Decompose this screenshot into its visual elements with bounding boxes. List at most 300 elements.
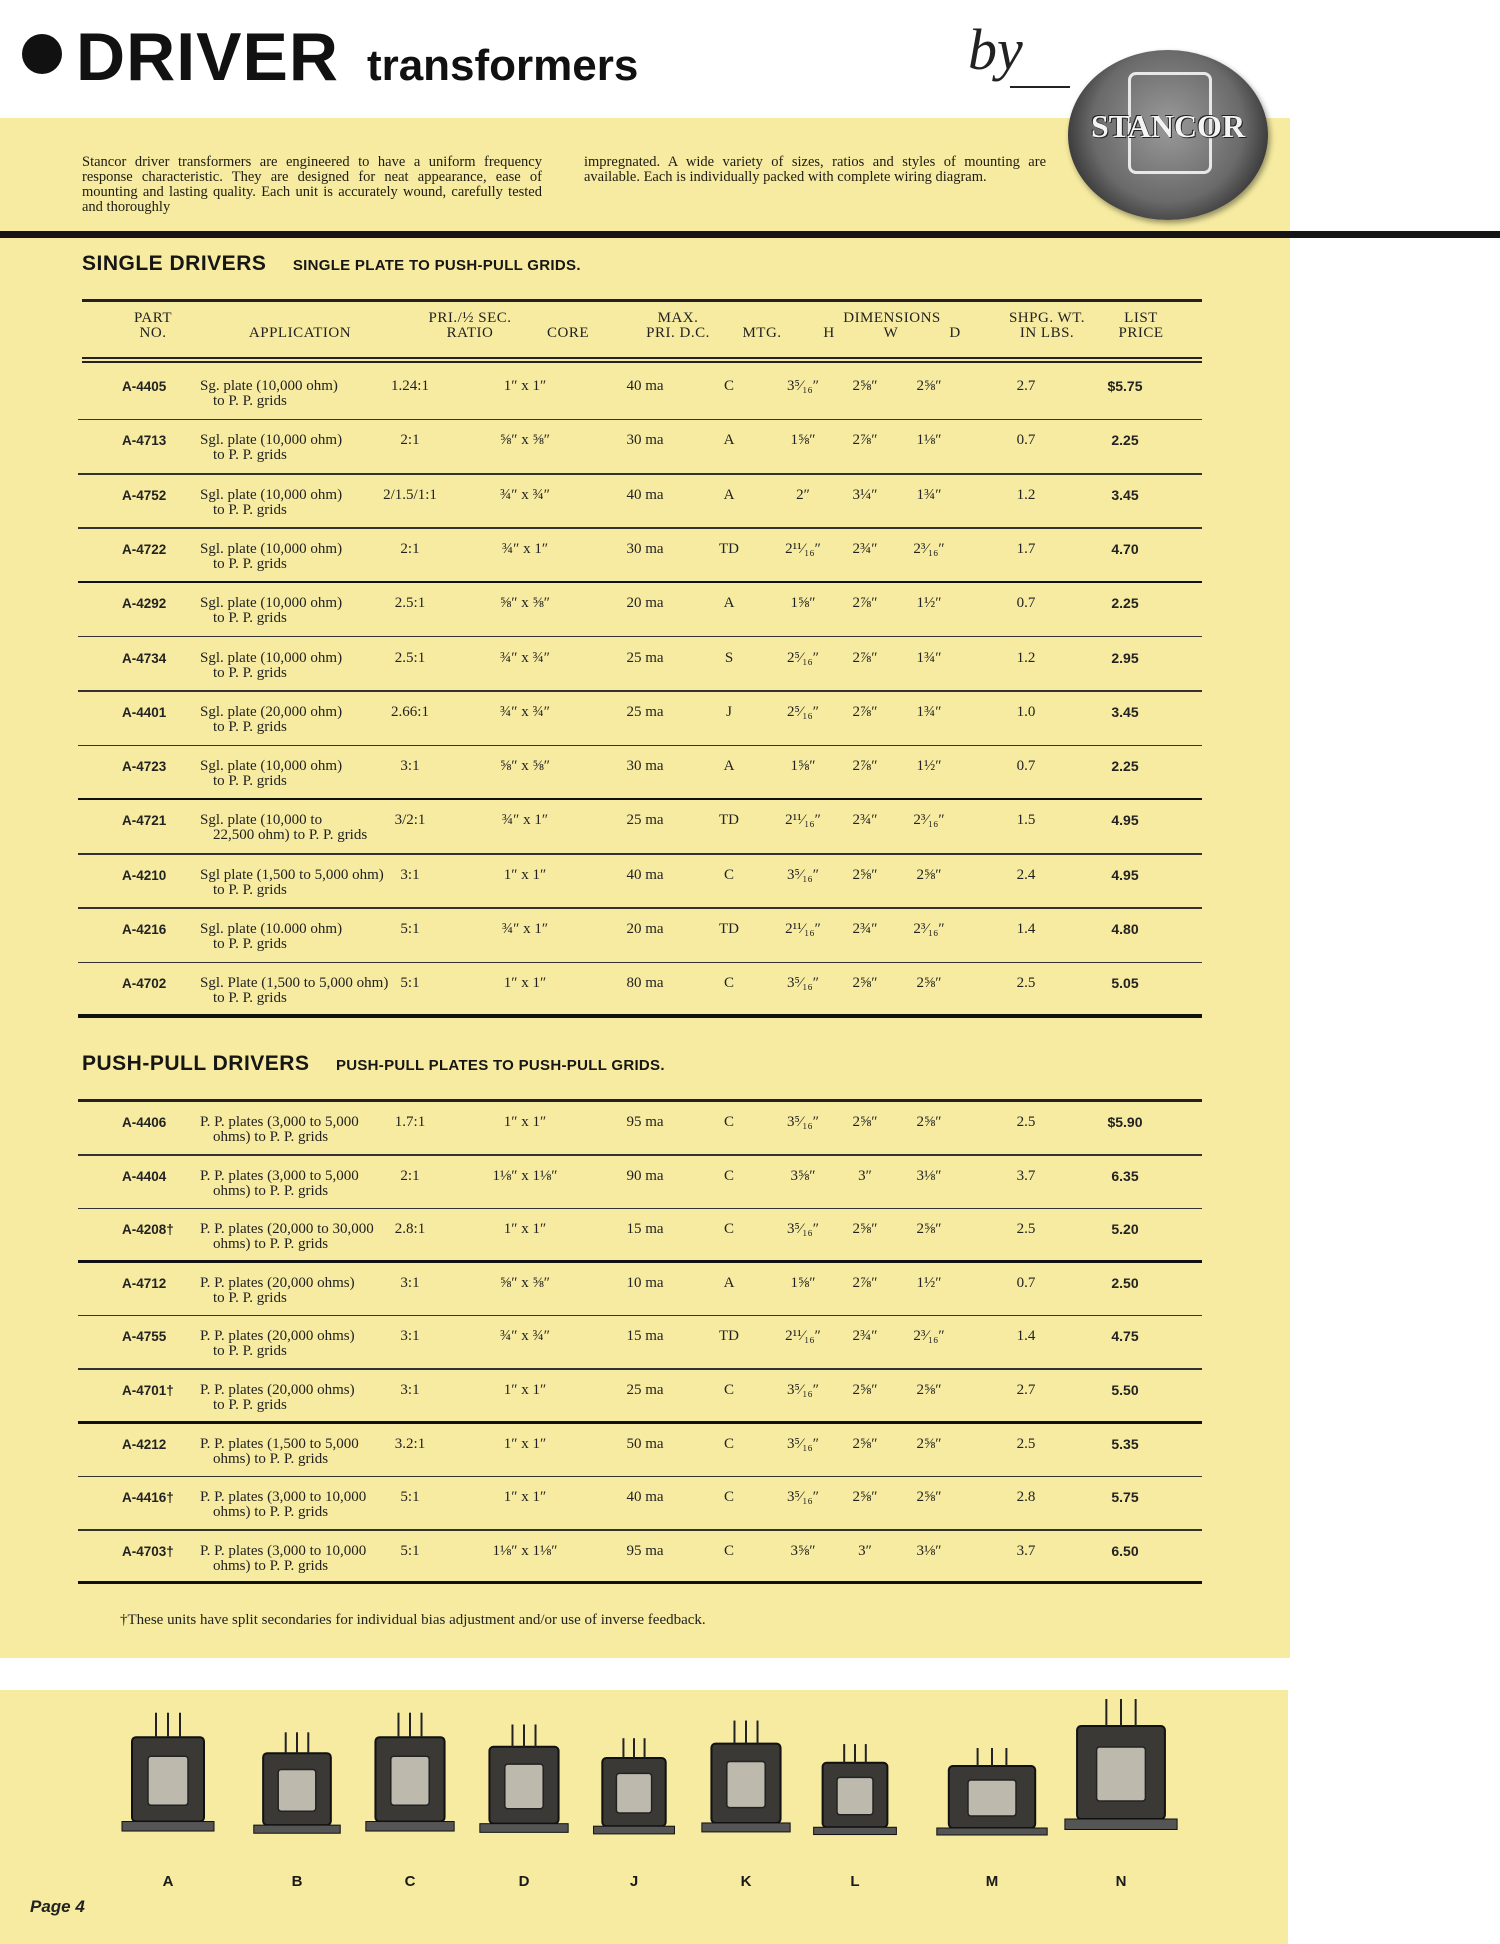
col-header-ratio: PRI./½ SEC. RATIO: [428, 310, 512, 341]
dim-w-cell: 2⅞″: [852, 1274, 878, 1291]
dim-w-cell: 2⅞″: [852, 649, 878, 666]
dim-d-cell: 2⅝″: [916, 1221, 942, 1238]
max-dc-cell: 15 ma: [626, 1328, 664, 1345]
part-number-cell: A-4405: [122, 379, 167, 394]
weight-cell: 2.5: [1016, 1435, 1036, 1452]
dim-h-cell: 3⁵⁄₁₆″: [787, 975, 819, 992]
ratio-cell: 2.5:1: [394, 595, 426, 612]
table-row: [78, 638, 1202, 692]
transformer-icon: [932, 1746, 1052, 1846]
dim-d-cell: 1¾″: [916, 649, 942, 666]
mounting-label: N: [1115, 1873, 1127, 1890]
dim-d-cell: 1½″: [916, 595, 942, 612]
col-header-d: D: [949, 325, 961, 341]
application-line-1: P. P. plates (3,000 to 10,000: [200, 1542, 367, 1559]
ratio-cell: 3/2:1: [394, 812, 426, 829]
col-header-dimensions: DIMENSIONS: [843, 310, 941, 326]
col-header-part: PART NO.: [133, 310, 173, 341]
mounting-type-b: [250, 1730, 344, 1890]
max-dc-cell: 10 ma: [626, 1274, 664, 1291]
dim-d-cell: 1½″: [916, 1274, 942, 1291]
price-cell: 5.05: [1111, 975, 1139, 992]
ratio-cell: 2.8:1: [394, 1221, 426, 1238]
mounting-cell: A: [723, 595, 735, 612]
col-header-mtg: MTG.: [742, 325, 782, 341]
mounting-label: M: [985, 1873, 999, 1890]
part-number-cell: A-4210: [122, 867, 167, 883]
application-line-2: to P. P. grids: [213, 664, 287, 681]
mounting-label: C: [404, 1873, 416, 1890]
weight-cell: 1.5: [1016, 812, 1036, 829]
ratio-cell: 2.66:1: [391, 703, 429, 720]
application-cell: [200, 1329, 355, 1359]
ratio-cell: 3:1: [400, 1274, 420, 1291]
col-header-core: CORE: [546, 325, 589, 341]
application-cell: [200, 651, 342, 681]
application-cell: [200, 813, 367, 843]
dim-d-cell: 2⅝″: [916, 1489, 942, 1506]
application-line-1: Sgl. plate (10,000 ohm): [200, 540, 343, 557]
mounting-label: D: [518, 1873, 530, 1890]
ratio-cell: 5:1: [400, 975, 420, 992]
price-cell: 2.25: [1111, 432, 1139, 449]
dim-d-cell: 1½″: [916, 758, 942, 775]
mounting-cell: C: [723, 1221, 734, 1238]
mounting-type-c: [362, 1710, 458, 1890]
application-cell: [200, 1437, 359, 1467]
core-cell: 1″ x 1″: [503, 1114, 547, 1130]
mounting-type-k: [698, 1718, 794, 1890]
max-dc-cell: 20 ma: [626, 595, 664, 612]
intro-column-2: impregnated. A wide variety of sizes, ratios and styles of mounting are available. Each is individually packed with complete wiring diagram.: [584, 153, 1046, 185]
dim-w-cell: 2⅞″: [852, 432, 878, 449]
weight-cell: 1.2: [1016, 649, 1036, 666]
dim-h-cell: 3⅝″: [790, 1167, 816, 1184]
dim-h-cell: 2⁵⁄₁₆″: [787, 649, 819, 666]
part-number-cell: A-4208†: [122, 1222, 174, 1238]
application-cell: [200, 379, 338, 409]
application-line-2: 22,500 ohm) to P. P. grids: [213, 827, 368, 844]
part-number-cell: A-4752: [122, 487, 167, 503]
ratio-cell: 5:1: [400, 921, 420, 937]
price-cell: 5.75: [1111, 1489, 1139, 1506]
mounting-cell: A: [723, 486, 735, 503]
core-cell: 1⅛″ x 1⅛″: [492, 1542, 558, 1559]
application-cell: [200, 433, 342, 463]
core-cell: 1″ x 1″: [503, 1382, 547, 1398]
core-cell: ⅝″ x ⅝″: [500, 432, 550, 449]
price-cell: 4.75: [1111, 1328, 1139, 1345]
weight-cell: 2.8: [1016, 1489, 1036, 1506]
dim-h-cell: 2″: [796, 486, 810, 503]
price-cell: 4.80: [1111, 921, 1139, 937]
application-line-1: P. P. plates (20,000 ohms): [200, 1328, 355, 1345]
table-row: [78, 1316, 1202, 1370]
transformer-icon: [476, 1722, 572, 1846]
max-dc-cell: 15 ma: [626, 1221, 664, 1238]
dim-h-cell: 3⁵⁄₁₆″: [787, 1435, 819, 1452]
col-header-weight: SHPG. WT. IN LBS.: [1008, 310, 1086, 341]
dim-w-cell: 2¾″: [852, 921, 878, 937]
mounting-cell: C: [723, 1542, 734, 1559]
dim-d-cell: 2³⁄₁₆″: [913, 812, 945, 829]
application-cell: [200, 488, 342, 518]
core-cell: 1″ x 1″: [503, 975, 547, 992]
core-cell: ¾″ x 1″: [501, 812, 549, 829]
mounting-cell: A: [723, 1274, 735, 1291]
max-dc-cell: 25 ma: [626, 703, 664, 720]
dim-d-cell: 1¾″: [916, 703, 942, 720]
mounting-cell: C: [723, 866, 734, 883]
header-rule-b: [82, 361, 1202, 363]
part-number-cell: A-4703†: [122, 1543, 174, 1559]
table-row: [78, 1477, 1202, 1531]
table-row: [78, 366, 1202, 420]
application-cell: [200, 705, 342, 735]
application-line-1: P. P. plates (1,500 to 5,000: [200, 1435, 359, 1452]
dim-h-cell: 3⁵⁄₁₆″: [787, 866, 819, 883]
dim-h-cell: 3⁵⁄₁₆″: [787, 1221, 819, 1238]
dim-h-cell: 2¹¹⁄₁₆″: [785, 1328, 821, 1345]
core-cell: 1″ x 1″: [503, 1221, 547, 1238]
table-row: [78, 855, 1202, 909]
dim-h-cell: 1⅝″: [790, 432, 816, 449]
transformer-icon: [362, 1710, 458, 1846]
part-number-cell: A-4401: [122, 704, 167, 720]
by-underline: [1010, 86, 1070, 88]
price-cell: 5.20: [1111, 1221, 1139, 1238]
dim-d-cell: 2³⁄₁₆″: [913, 1328, 945, 1345]
header-rule: [0, 231, 1500, 238]
application-line-2: ohms) to P. P. grids: [213, 1557, 329, 1574]
mounting-cell: A: [723, 432, 735, 449]
dim-h-cell: 2⁵⁄₁₆″: [787, 703, 819, 720]
application-line-2: to P. P. grids: [213, 881, 287, 898]
part-number-cell: A-4721: [122, 813, 167, 829]
ratio-cell: 3.2:1: [394, 1435, 426, 1452]
mounting-type-l: [810, 1742, 900, 1890]
ratio-cell: 3:1: [400, 866, 420, 883]
dim-w-cell: 2⅝″: [852, 1221, 878, 1238]
weight-cell: 3.7: [1016, 1542, 1036, 1559]
table-row: [78, 1424, 1202, 1478]
table-top-rule: [82, 299, 1202, 302]
table-row: [78, 1370, 1202, 1424]
ratio-cell: 2.5:1: [394, 649, 426, 666]
mounting-cell: TD: [719, 540, 739, 557]
max-dc-cell: 30 ma: [626, 432, 664, 449]
part-number-cell: A-4404: [122, 1168, 167, 1184]
part-number-cell: A-4702: [122, 976, 167, 992]
price-cell: 2.95: [1111, 649, 1139, 666]
dim-h-cell: 3⅝″: [790, 1542, 816, 1559]
dim-w-cell: 2⅞″: [852, 703, 878, 720]
dim-w-cell: 2⅝″: [852, 378, 878, 394]
max-dc-cell: 40 ma: [626, 486, 664, 503]
dim-w-cell: 3″: [858, 1167, 872, 1184]
dim-d-cell: 2⅝″: [916, 866, 942, 883]
max-dc-cell: 95 ma: [626, 1114, 664, 1130]
application-cell: [200, 976, 388, 1006]
weight-cell: 2.5: [1016, 1114, 1036, 1130]
application-line-2: to P. P. grids: [213, 393, 287, 409]
mounting-cell: C: [723, 378, 734, 394]
core-cell: 1″ x 1″: [503, 1489, 547, 1506]
dim-d-cell: 3⅛″: [916, 1167, 942, 1184]
mounting-type-n: [1060, 1696, 1182, 1890]
application-line-2: to P. P. grids: [213, 936, 287, 952]
intro-column-1: Stancor driver transformers are engineered to have a uniform frequency response characteristic. They are designed for neat appearance, ease of mounting and lasting quality. Each unit is accurately wound, carefully tested and thoroughly: [82, 153, 542, 215]
price-cell: 4.95: [1111, 812, 1139, 829]
price-cell: 3.45: [1111, 703, 1139, 720]
application-cell: [200, 759, 342, 789]
ratio-cell: 1.24:1: [391, 378, 429, 394]
mounting-type-j: [590, 1736, 678, 1890]
application-line-1: P. P. plates (20,000 ohms): [200, 1382, 355, 1398]
weight-cell: 2.7: [1016, 1382, 1036, 1398]
application-line-1: P. P. plates (20,000 ohms): [200, 1274, 355, 1291]
ratio-cell: 1.7:1: [394, 1114, 426, 1130]
application-line-2: ohms) to P. P. grids: [213, 1504, 329, 1521]
ratio-cell: 3:1: [400, 758, 420, 775]
application-line-1: P. P. plates (3,000 to 5,000: [200, 1167, 359, 1184]
core-cell: 1″ x 1″: [503, 1435, 547, 1452]
bullet-icon: [22, 34, 62, 74]
weight-cell: 0.7: [1016, 758, 1036, 775]
max-dc-cell: 20 ma: [626, 921, 664, 937]
dim-h-cell: 1⅝″: [790, 758, 816, 775]
weight-cell: 2.7: [1016, 378, 1036, 394]
table-row: [78, 1209, 1202, 1263]
part-number-cell: A-4755: [122, 1329, 167, 1345]
pushpull-title: PUSH-PULL DRIVERS: [82, 1052, 310, 1075]
max-dc-cell: 50 ma: [626, 1435, 664, 1452]
part-number-cell: A-4406: [122, 1115, 167, 1130]
dim-h-cell: 2¹¹⁄₁₆″: [785, 921, 821, 937]
dim-w-cell: 2⅝″: [852, 1489, 878, 1506]
ratio-cell: 2:1: [400, 1167, 420, 1184]
logo-text: STANCOR: [1090, 108, 1246, 144]
core-cell: ¾″ x ¾″: [500, 1328, 550, 1345]
ratio-cell: 3:1: [400, 1328, 420, 1345]
table-row: [78, 583, 1202, 637]
core-cell: ¾″ x ¾″: [500, 649, 550, 666]
dim-d-cell: 2⅝″: [916, 975, 942, 992]
dim-d-cell: 2⅝″: [916, 1382, 942, 1398]
core-cell: ¾″ x ¾″: [500, 703, 550, 720]
application-line-1: Sgl. plate (20,000 ohm): [200, 703, 343, 720]
mounting-label: K: [740, 1873, 752, 1890]
application-line-2: to P. P. grids: [213, 1343, 287, 1360]
table-row: [78, 420, 1202, 474]
table-row: [78, 800, 1202, 854]
part-number-cell: A-4712: [122, 1275, 167, 1291]
application-cell: [200, 1115, 359, 1145]
dim-h-cell: 2¹¹⁄₁₆″: [785, 540, 821, 557]
dim-w-cell: 2⅝″: [852, 866, 878, 883]
col-header-price: LIST PRICE: [1118, 310, 1164, 341]
application-line-1: Sgl. Plate (1,500 to 5,000 ohm): [200, 975, 389, 992]
application-line-1: Sgl. plate (10,000 ohm): [200, 486, 343, 503]
application-cell: [200, 1169, 359, 1199]
price-cell: 2.25: [1111, 758, 1139, 775]
application-line-2: ohms) to P. P. grids: [213, 1236, 329, 1253]
part-number-cell: A-4713: [122, 433, 167, 449]
application-cell: [200, 1490, 366, 1520]
dim-w-cell: 2¾″: [852, 812, 878, 829]
core-cell: ⅝″ x ⅝″: [500, 1274, 550, 1291]
dim-w-cell: 3¼″: [852, 486, 878, 503]
price-cell: 5.35: [1111, 1435, 1139, 1452]
dim-d-cell: 2⅝″: [916, 1114, 942, 1130]
weight-cell: 3.7: [1016, 1167, 1036, 1184]
application-cell: [200, 1544, 366, 1574]
mounting-cell: TD: [719, 812, 739, 829]
part-number-cell: A-4416†: [122, 1490, 174, 1506]
max-dc-cell: 25 ma: [626, 812, 664, 829]
application-line-1: Sgl plate (1,500 to 5,000 ohm): [200, 866, 384, 883]
part-number-cell: A-4723: [122, 759, 167, 775]
part-number-cell: A-4216: [122, 922, 167, 937]
transformer-icon: [118, 1710, 218, 1846]
max-dc-cell: 40 ma: [626, 1489, 664, 1506]
ratio-cell: 2/1.5/1:1: [383, 486, 437, 503]
transformer-icon: [590, 1736, 678, 1846]
dim-h-cell: 2¹¹⁄₁₆″: [785, 812, 821, 829]
core-cell: 1″ x 1″: [503, 378, 547, 394]
price-cell: 3.45: [1111, 486, 1139, 503]
max-dc-cell: 80 ma: [626, 975, 664, 992]
max-dc-cell: 40 ma: [626, 866, 664, 883]
weight-cell: 2.4: [1016, 866, 1036, 883]
application-line-2: to P. P. grids: [213, 501, 287, 518]
ratio-cell: 2:1: [400, 432, 420, 449]
dim-h-cell: 3⁵⁄₁₆″: [787, 1114, 819, 1130]
mounting-cell: S: [724, 649, 734, 666]
max-dc-cell: 25 ma: [626, 649, 664, 666]
dim-h-cell: 3⁵⁄₁₆″: [787, 378, 819, 394]
max-dc-cell: 40 ma: [626, 378, 664, 394]
core-cell: ¾″ x 1″: [501, 921, 549, 937]
col-header-max-dc: MAX. PRI. D.C.: [646, 310, 710, 341]
core-cell: ⅝″ x ⅝″: [500, 758, 550, 775]
mounting-label: A: [162, 1873, 174, 1890]
application-line-1: Sgl. plate (10,000 ohm): [200, 432, 343, 449]
application-line-2: ohms) to P. P. grids: [213, 1129, 329, 1145]
mounting-type-d: [476, 1722, 572, 1890]
application-line-1: Sgl. plate (10,000 to: [200, 812, 323, 829]
dim-w-cell: 2⅝″: [852, 1382, 878, 1398]
page-number: Page 4: [30, 1897, 85, 1916]
application-line-2: to P. P. grids: [213, 1397, 287, 1413]
dim-w-cell: 3″: [858, 1542, 872, 1559]
dim-w-cell: 2⅞″: [852, 758, 878, 775]
application-line-1: P. P. plates (3,000 to 5,000: [200, 1114, 359, 1130]
application-line-2: to P. P. grids: [213, 610, 287, 627]
title-sub: transformers: [366, 41, 639, 90]
price-cell: 6.35: [1111, 1167, 1139, 1184]
transformer-icon: [250, 1730, 344, 1846]
dim-h-cell: 1⅝″: [790, 1274, 816, 1291]
mounting-cell: C: [723, 1114, 734, 1130]
price-cell: 2.25: [1111, 595, 1139, 612]
title-main: DRIVER: [76, 19, 339, 95]
mounting-type-a: [118, 1710, 218, 1890]
dim-w-cell: 2⅝″: [852, 1435, 878, 1452]
stancor-logo: [1068, 50, 1268, 220]
mounting-cell: TD: [719, 1328, 739, 1345]
core-cell: 1⅛″ x 1⅛″: [492, 1167, 558, 1184]
weight-cell: 2.5: [1016, 1221, 1036, 1238]
transformer-icon: [698, 1718, 794, 1846]
table-row: [78, 692, 1202, 746]
mounting-label: J: [629, 1873, 639, 1890]
dim-d-cell: 2⅝″: [916, 378, 942, 394]
core-cell: ⅝″ x ⅝″: [500, 595, 550, 612]
transformer-icon: [1060, 1696, 1182, 1846]
max-dc-cell: 95 ma: [626, 1542, 664, 1559]
weight-cell: 0.7: [1016, 595, 1036, 612]
weight-cell: 1.0: [1016, 703, 1036, 720]
dim-d-cell: 1¾″: [916, 486, 942, 503]
dim-w-cell: 2⅞″: [852, 595, 878, 612]
mounting-cell: C: [723, 1167, 734, 1184]
price-cell: 4.70: [1111, 540, 1139, 557]
core-cell: 1″ x 1″: [503, 866, 547, 883]
dim-w-cell: 2⅝″: [852, 1114, 878, 1130]
price-cell: $5.90: [1107, 1114, 1143, 1130]
core-cell: ¾″ x ¾″: [500, 486, 550, 503]
max-dc-cell: 25 ma: [626, 1382, 664, 1398]
application-line-1: P. P. plates (20,000 to 30,000: [200, 1221, 374, 1238]
footnote: †These units have split secondaries for individual bias adjustment and/or use of inverse feedback.: [120, 1612, 706, 1628]
mounting-cell: A: [723, 758, 735, 775]
dim-h-cell: 3⁵⁄₁₆″: [787, 1382, 819, 1398]
part-number-cell: A-4701†: [122, 1383, 174, 1398]
table-row: [78, 1156, 1202, 1210]
mounting-cell: C: [723, 1435, 734, 1452]
mounting-cell: TD: [719, 921, 739, 937]
pushpull-subtitle: PUSH-PULL PLATES TO PUSH-PULL GRIDS.: [335, 1057, 665, 1074]
table-row: [78, 475, 1202, 529]
application-line-2: to P. P. grids: [213, 555, 287, 572]
application-cell: [200, 1276, 355, 1306]
dim-d-cell: 3⅛″: [916, 1542, 942, 1559]
row-divider: [78, 1014, 1202, 1018]
weight-cell: 2.5: [1016, 975, 1036, 992]
table-row: [78, 1102, 1202, 1156]
ratio-cell: 2:1: [400, 540, 420, 557]
by-script: by: [968, 17, 1023, 82]
weight-cell: 0.7: [1016, 1274, 1036, 1291]
single-title: SINGLE DRIVERS: [82, 252, 267, 275]
price-cell: 5.50: [1111, 1382, 1139, 1398]
mounting-label: B: [291, 1873, 303, 1890]
dim-w-cell: 2⅝″: [852, 975, 878, 992]
mounting-cell: J: [726, 703, 732, 720]
application-cell: [200, 596, 342, 626]
part-number-cell: A-4722: [122, 541, 167, 557]
table-row: [78, 746, 1202, 800]
max-dc-cell: 90 ma: [626, 1167, 664, 1184]
table-row: [78, 963, 1202, 1017]
application-line-1: Sg. plate (10,000 ohm): [200, 378, 338, 394]
max-dc-cell: 30 ma: [626, 758, 664, 775]
mounting-cell: C: [723, 1382, 734, 1398]
application-line-1: Sgl. plate (10,000 ohm): [200, 758, 343, 775]
table-row: [78, 1263, 1202, 1317]
mounting-type-m: [932, 1746, 1052, 1890]
